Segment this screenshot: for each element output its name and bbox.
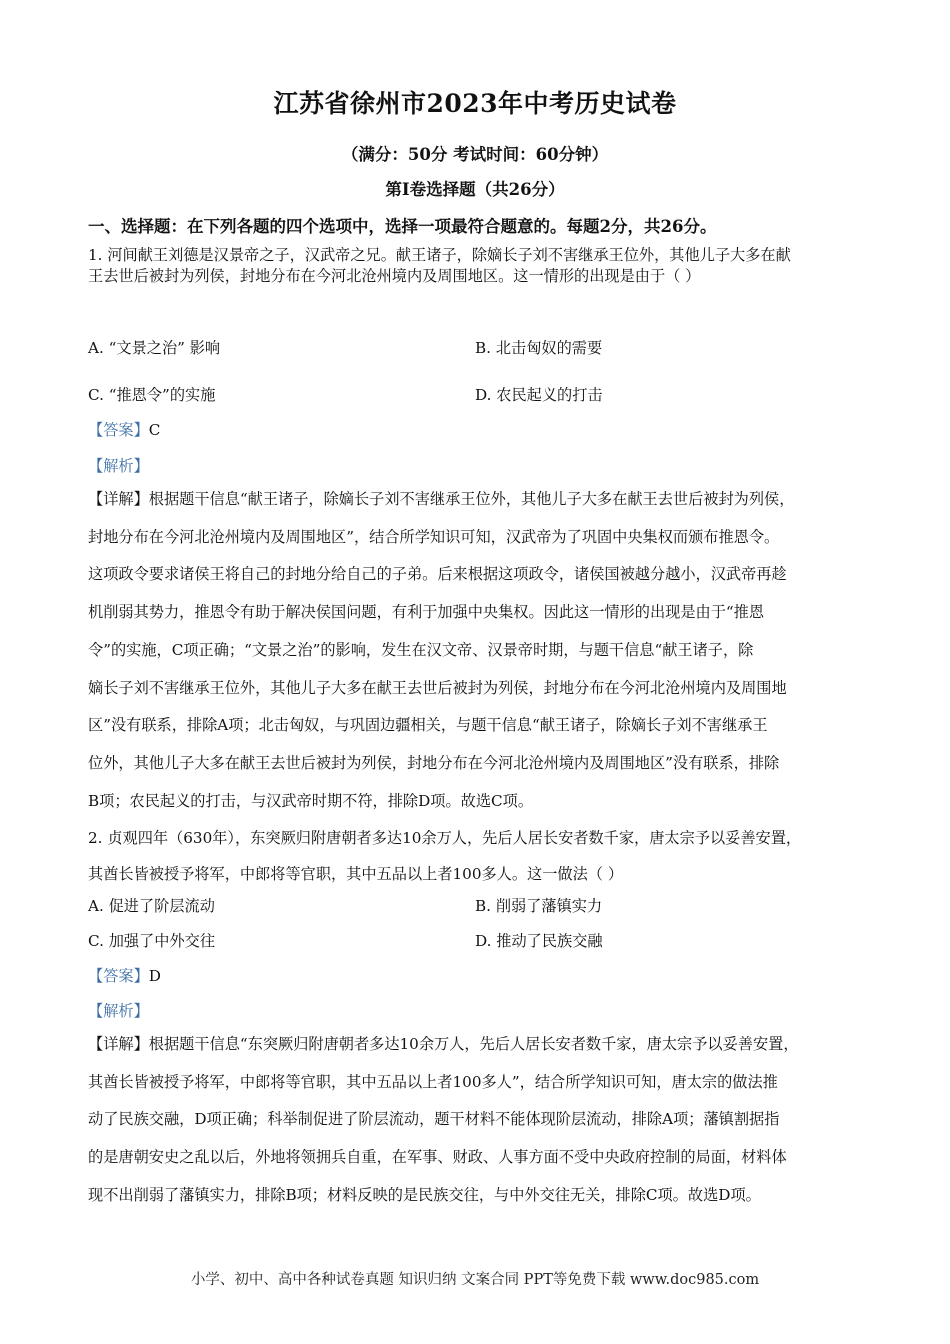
answer-value: C: [148, 421, 161, 439]
question-2-option-c: C. 加强了中外交往: [88, 932, 216, 950]
stem-line: 1. 河间献王刘德是汉景帝之子，汉武帝之兄。献王诸子，除嫡长子刘不害继承王位外，其他儿子大多在献: [88, 246, 791, 264]
question-1-option-b: B. 北击匈奴的需要: [475, 339, 603, 357]
question-2-stem: [88, 820, 880, 892]
detail-line: 现不出削弱了藩镇实力，排除B项；材料反映的是民族交往，与中外交往无关，排除C项。故选D项。: [88, 1185, 761, 1204]
question-2-detail: [88, 1026, 880, 1215]
answer-value: D: [148, 967, 161, 985]
analysis-tag: 【解析】: [88, 1002, 149, 1020]
detail-line: B项；农民起义的打击，与汉武帝时期不符，排除D项。故选C项。: [88, 791, 534, 810]
stem-line: 2. 贞观四年（630年），东突厥归附唐朝者多达10余万人，先后人居长安者数千家，唐太宗予以妥善安置，: [88, 829, 802, 847]
question-1-analysis-label: [88, 455, 149, 476]
question-1-option-c: C. “推恩令”的实施: [88, 386, 216, 404]
detail-line: 根据题干信息“献王诸子，除嫡长子刘不害继承王位外，其他儿子大多在献王去世后被封为列侯，: [148, 490, 795, 508]
detail-line: 动了民族交融，D项正确；科举制促进了阶层流动，题干材料不能体现阶层流动，排除A项；藩镇割据指: [88, 1110, 780, 1129]
detail-line: 封地分布在今河北沧州境内及周围地区”，结合所学知识可知，汉武帝为了巩固中央集权而颁布推恩令。: [88, 527, 780, 546]
section-instruction: 一、选择题：在下列各题的四个选项中，选择一项最符合题意的。每题2分，共26分。: [88, 217, 717, 236]
page-footer: 小学、初中、高中各种试卷真题 知识归纳 文案合同 PPT等免费下载 www.doc985.com: [190, 1272, 760, 1288]
detail-tag: 【详解】: [88, 490, 149, 508]
exam-info: （满分：50分 考试时间：60分钟）: [341, 145, 609, 164]
question-2-analysis-label: [88, 1000, 149, 1021]
detail-line: 令”的实施，C项正确；“文景之治”的影响，发生在汉文帝、汉景帝时期，与题干信息“献王诸子，除: [88, 640, 754, 659]
question-1-option-a: A. “文景之治” 影响: [88, 339, 221, 357]
page-title: 江苏省徐州市2023年中考历史试卷: [273, 89, 677, 118]
detail-line: 其酋长皆被授予将军，中郎将等官职，其中五品以上者100多人”，结合所学知识可知，唐太宗的做法推: [88, 1072, 778, 1091]
section-title: 第Ⅰ卷选择题（共26分）: [385, 180, 565, 199]
stem-line: 王去世后被封为列侯，封地分布在今河北沧州境内及周围地区。这一情形的出现是由于（ ）: [88, 267, 701, 285]
question-2-option-d: D. 推动了民族交融: [475, 932, 603, 950]
stem-line: 其酋长皆被授予将军，中郎将等官职，其中五品以上者100多人。这一做法（ ）: [88, 865, 624, 883]
detail-tag: 【详解】: [88, 1035, 149, 1053]
question-1-answer: [88, 419, 160, 440]
analysis-tag: 【解析】: [88, 457, 149, 475]
detail-line: 这项政令要求诸侯王将自己的封地分给自己的子弟。后来根据这项政令，诸侯国被越分越小，汉武帝再趁: [88, 565, 787, 584]
detail-line: 位外，其他儿子大多在献王去世后被封为列侯，封地分布在今河北沧州境内及周围地区”没有联系，排除: [88, 753, 780, 772]
detail-line: 机削弱其势力，推恩令有助于解决侯国问题，有利于加强中央集权。因此这一情形的出现是由于“推恩: [88, 603, 765, 622]
question-2-answer: [88, 965, 161, 986]
detail-line: 根据题干信息“东突厥归附唐朝者多达10余万人，先后人居长安者数千家，唐太宗予以妥善安置，: [148, 1035, 799, 1053]
answer-tag: 【答案】: [88, 967, 149, 985]
question-2-option-a: A. 促进了阶层流动: [88, 897, 215, 915]
detail-line: 的是唐朝安史之乱以后，外地将领拥兵自重，在军事、财政、人事方面不受中央政府控制的局面，材料体: [88, 1148, 787, 1167]
detail-line: 区”没有联系，排除A项；北击匈奴，与巩固边疆相关，与题干信息“献王诸子，除嫡长子刘不害继承王: [88, 716, 768, 735]
question-1-stem: [88, 244, 880, 286]
answer-tag: 【答案】: [88, 421, 149, 439]
question-1-option-d: D. 农民起义的打击: [475, 386, 603, 404]
question-2-option-b: B. 削弱了藩镇实力: [475, 897, 603, 915]
detail-line: 嫡长子刘不害继承王位外，其他儿子大多在献王去世后被封为列侯，封地分布在今河北沧州境内及周围地: [88, 678, 787, 697]
question-1-detail: [88, 481, 880, 820]
